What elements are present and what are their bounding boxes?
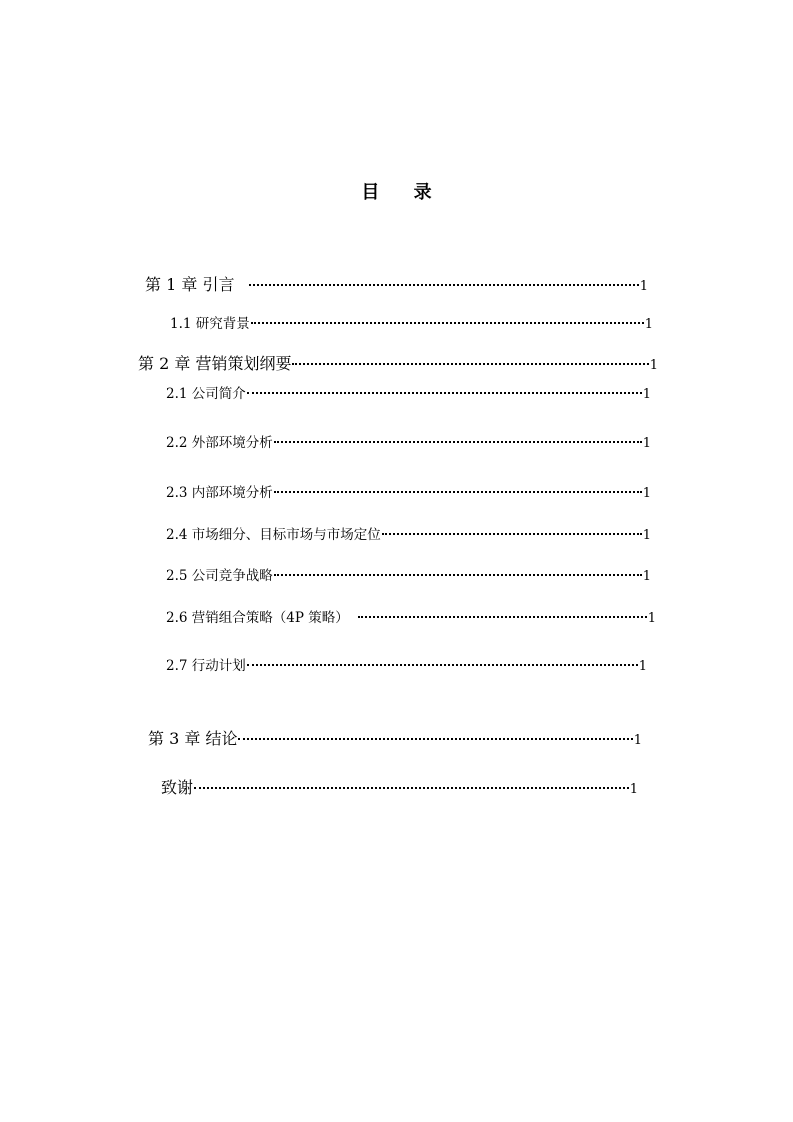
toc-page-number: 1 — [647, 611, 656, 626]
toc-entry-label: 2.4 市场细分、目标市场与市场定位 — [166, 527, 381, 543]
toc-entry-label: 2.5 公司竞争战略 — [166, 568, 273, 584]
dot-leader — [247, 664, 638, 666]
toc-entry-label: 第 3 章 结论 — [148, 729, 238, 748]
toc-page-number: 1 — [642, 569, 651, 584]
toc-page-number: 1 — [644, 317, 653, 332]
toc-title: 目 录 — [361, 182, 446, 203]
toc-page-number: 1 — [642, 436, 651, 451]
toc-page-number: 1 — [639, 279, 648, 294]
toc-entry-label: 第 2 章 营销策划纲要 — [138, 354, 292, 373]
dot-leader — [358, 616, 647, 618]
toc-entry-1-1[interactable] — [170, 313, 653, 335]
toc-entry-2-1[interactable] — [166, 383, 651, 405]
toc-entry-acknowledgements[interactable] — [161, 777, 638, 799]
dot-leader — [274, 441, 642, 443]
dot-leader — [194, 787, 629, 789]
toc-entry-chapter-3[interactable] — [148, 728, 642, 750]
dot-leader — [292, 363, 648, 365]
toc-entry-2-6[interactable] — [166, 607, 656, 629]
toc-entry-2-5[interactable] — [166, 565, 651, 587]
dot-leader — [247, 392, 642, 394]
toc-page-number: 1 — [649, 358, 658, 373]
toc-entry-2-7[interactable] — [166, 655, 647, 677]
dot-leader — [274, 491, 642, 493]
toc-page-number: 1 — [642, 528, 651, 543]
toc-page-number: 1 — [642, 387, 651, 402]
dot-leader — [238, 738, 632, 740]
toc-page-number: 1 — [633, 733, 642, 748]
dot-leader — [382, 533, 642, 535]
toc-entry-label: 2.1 公司简介 — [166, 386, 246, 402]
toc-entry-label: 2.3 内部环境分析 — [166, 485, 273, 501]
toc-entry-2-4[interactable] — [166, 524, 651, 546]
toc-entry-label: 致谢 — [161, 778, 194, 797]
toc-entry-chapter-1[interactable] — [145, 274, 648, 296]
toc-entry-2-3[interactable] — [166, 482, 651, 504]
toc-entry-label: 第 1 章 引言 — [145, 275, 235, 294]
dot-leader — [249, 284, 638, 286]
toc-entry-label: 2.2 外部环境分析 — [166, 435, 273, 451]
dot-leader — [251, 322, 644, 324]
toc-entry-label: 2.7 行动计划 — [166, 658, 246, 674]
toc-page-number: 1 — [629, 782, 638, 797]
toc-entry-label: 2.6 营销组合策略（4P 策略） — [166, 610, 349, 626]
toc-entry-2-2[interactable] — [166, 432, 651, 454]
toc-page-number: 1 — [642, 486, 651, 501]
dot-leader — [274, 574, 642, 576]
toc-page-number: 1 — [638, 659, 647, 674]
toc-entry-label: 1.1 研究背景 — [170, 316, 250, 332]
toc-entry-chapter-2[interactable] — [138, 353, 658, 375]
